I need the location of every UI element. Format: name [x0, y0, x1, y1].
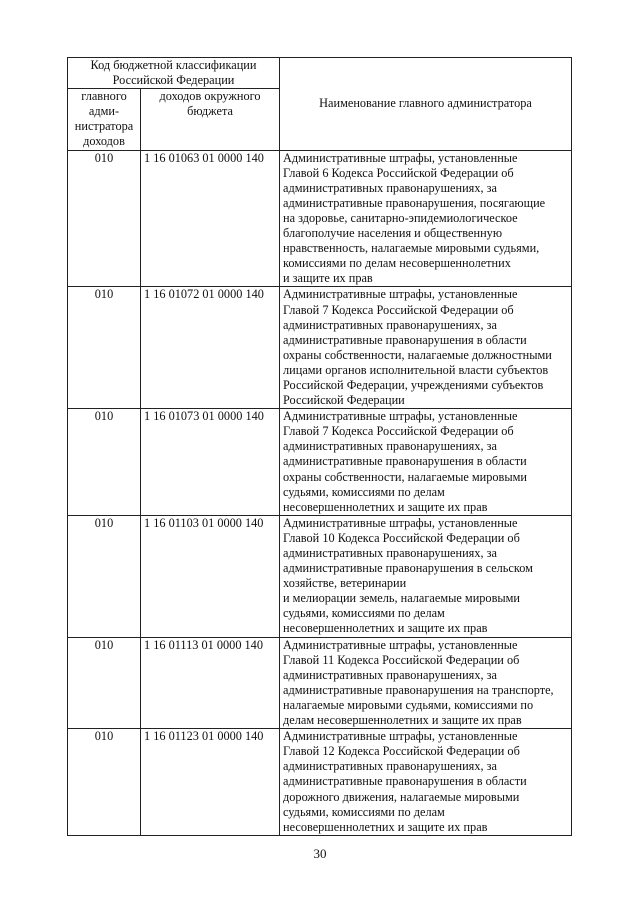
header-district-budget-income: доходов окружного бюджета	[141, 89, 280, 150]
cell-administrator-code: 010	[68, 409, 141, 516]
cell-budget-code: 1 16 01073 01 0000 140	[141, 409, 280, 516]
cell-administrator-code: 010	[68, 637, 141, 729]
cell-administrator-name: Административные штрафы, установленные Главой 10 Кодекса Российской Федерации об административных правонарушениях, за административные правонарушения в сельском хозяйстве, ветеринарии и мелиорации земель, налагаемые мировыми судьями, комиссиями по делам несовершеннолетних и защите их прав	[280, 515, 572, 637]
cell-budget-code: 1 16 01072 01 0000 140	[141, 287, 280, 409]
table-row	[68, 729, 572, 836]
budget-classification-table	[67, 57, 572, 836]
cell-administrator-name: Административные штрафы, установленные Главой 11 Кодекса Российской Федерации об административных правонарушениях, за административные правонарушения на транспорте, налагаемые мировыми судьями, комиссиями по делам несовершеннолетних и защите их прав	[280, 637, 572, 729]
cell-budget-code: 1 16 01063 01 0000 140	[141, 150, 280, 287]
cell-administrator-code: 010	[68, 150, 141, 287]
cell-budget-code: 1 16 01123 01 0000 140	[141, 729, 280, 836]
cell-budget-code: 1 16 01103 01 0000 140	[141, 515, 280, 637]
table-row	[68, 515, 572, 637]
cell-administrator-name: Административные штрафы, установленные Главой 7 Кодекса Российской Федерации об административных правонарушениях, за административные правонарушения в области охраны собственности, налагаемые должностными лицами органов исполнительной власти субъектов Российской Федерации, учреждениями субъектов Российской Федерации	[280, 287, 572, 409]
page-number: 30	[313, 846, 327, 861]
header-main-administrator: главного адми-нистратора доходов	[68, 89, 141, 150]
cell-administrator-name: Административные штрафы, установленные Главой 12 Кодекса Российской Федерации об административных правонарушениях, за административные правонарушения в области дорожного движения, налагаемые мировыми судьями, комиссиями по делам несовершеннолетних и защите их прав	[280, 729, 572, 836]
header-budget-code-group: Код бюджетной классификации Российской Федерации	[68, 58, 280, 89]
table-row	[68, 409, 572, 516]
table-row	[68, 150, 572, 287]
cell-administrator-name: Административные штрафы, установленные Главой 6 Кодекса Российской Федерации об административных правонарушениях, за административные правонарушения, посягающие на здоровье, санитарно-эпидемиологическое благополучие населения и общественную нравственность, налагаемые мировыми судьями, комиссиями по делам несовершеннолетних и защите их прав	[280, 150, 572, 287]
table-body	[68, 150, 572, 835]
cell-budget-code: 1 16 01113 01 0000 140	[141, 637, 280, 729]
table-row	[68, 287, 572, 409]
cell-administrator-code: 010	[68, 287, 141, 409]
table-header-row-group	[68, 58, 572, 89]
cell-administrator-name: Административные штрафы, установленные Главой 7 Кодекса Российской Федерации об административных правонарушениях, за административные правонарушения в области охраны собственности, налагаемые мировыми судьями, комиссиями по делам несовершеннолетних и защите их прав	[280, 409, 572, 516]
cell-administrator-code: 010	[68, 729, 141, 836]
header-administrator-name: Наименование главного администратора	[280, 58, 572, 151]
cell-administrator-code: 010	[68, 515, 141, 637]
table-row	[68, 637, 572, 729]
